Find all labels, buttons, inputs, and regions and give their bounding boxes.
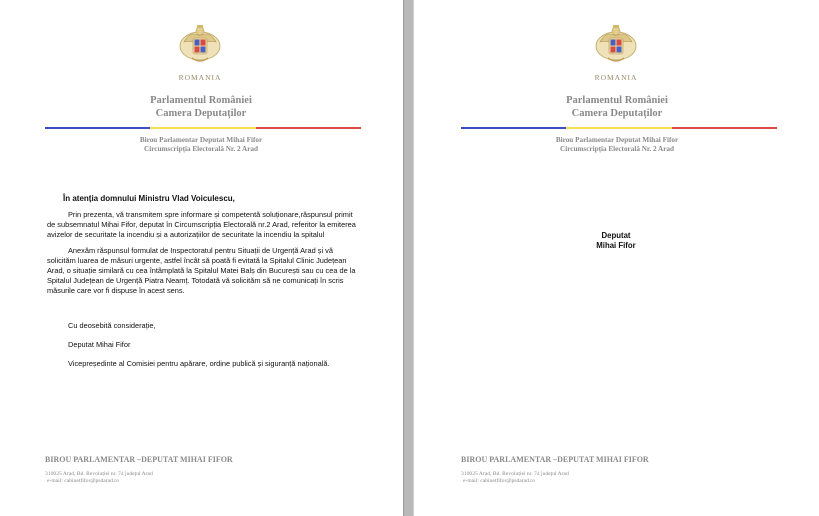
chamber-title: Camera Deputaților	[155, 108, 247, 119]
office-name: Birou Parlamentar Deputat Mihai Fifor	[555, 136, 679, 144]
document-page-1	[0, 0, 403, 516]
letter-body	[47, 194, 357, 369]
page-separator	[403, 0, 414, 516]
closing-line: Cu deosebită considerație,	[68, 321, 156, 330]
footer-address: 310025 Arad, Bd. Revoluției nr. 74 județul Arad	[45, 471, 153, 477]
signer-role: Vicepreședinte al Comisiei pentru apărare, ordine publică și siguranță națională.	[68, 359, 330, 368]
coat-of-arms-icon	[178, 22, 222, 68]
salutation: În atenția domnului Ministru Vlad Voiculescu,	[63, 194, 235, 203]
office-constituency: Circumscripția Electorală Nr. 2 Arad	[144, 145, 258, 153]
document-page-2	[414, 0, 819, 516]
paragraph-2: Anexăm răspunsul formulat de Inspectoratul pentru Situații de Urgență Arad și vă solicităm luarea de măsuri urgente, astfel încât să poată fi evitată la Spitalul Clinic Județean Arad, o situație similară cu cea întâmplată la Spitalul Matei Balș din București sau cu cea de la Spitalul Județean de Urgență Piatra Neamț. Totodată vă solicităm să ne comunicați în scris măsurile care vor fi dispuse în acest sens.	[47, 246, 356, 295]
signature-title: Deputat	[601, 231, 631, 240]
tricolor-divider	[45, 127, 361, 129]
chamber-title: Camera Deputaților	[571, 108, 663, 119]
paragraph-1: Prin prezenta, vă transmitem spre informare și competentă soluționare,răspunsul primit de subsemnatul Mihai Fifor, deputat în Circumscripția Electorală nr.2 Arad, referitor la emiterea avizelor de securitate la incendiu și a autorizațiilor de securitate la incendiu la spitalul	[47, 210, 356, 239]
footer-title: BIROU PARLAMENTAR –DEPUTAT MIHAI FIFOR	[461, 455, 649, 464]
signer-line: Deputat Mihai Fifor	[68, 340, 131, 349]
country-label: ROMANIA	[178, 73, 222, 82]
footer-email: e-mail: cabinetfifor@psdarad.ro	[47, 478, 119, 484]
office-constituency: Circumscripția Electorală Nr. 2 Arad	[560, 145, 674, 153]
footer-address: 310025 Arad, Bd. Revoluției nr. 74 județul Arad	[461, 471, 569, 477]
footer-email: e-mail: cabinetfifor@psdarad.ro	[463, 478, 535, 484]
footer-title: BIROU PARLAMENTAR –DEPUTAT MIHAI FIFOR	[45, 455, 233, 464]
country-label: ROMANIA	[594, 73, 638, 82]
signature-name: Mihai Fifor	[596, 241, 636, 250]
parliament-title: Parlamentul României	[150, 95, 252, 106]
parliament-title: Parlamentul României	[566, 95, 668, 106]
tricolor-divider	[461, 127, 777, 129]
coat-of-arms-icon	[594, 22, 638, 68]
office-name: Birou Parlamentar Deputat Mihai Fifor	[139, 136, 263, 144]
